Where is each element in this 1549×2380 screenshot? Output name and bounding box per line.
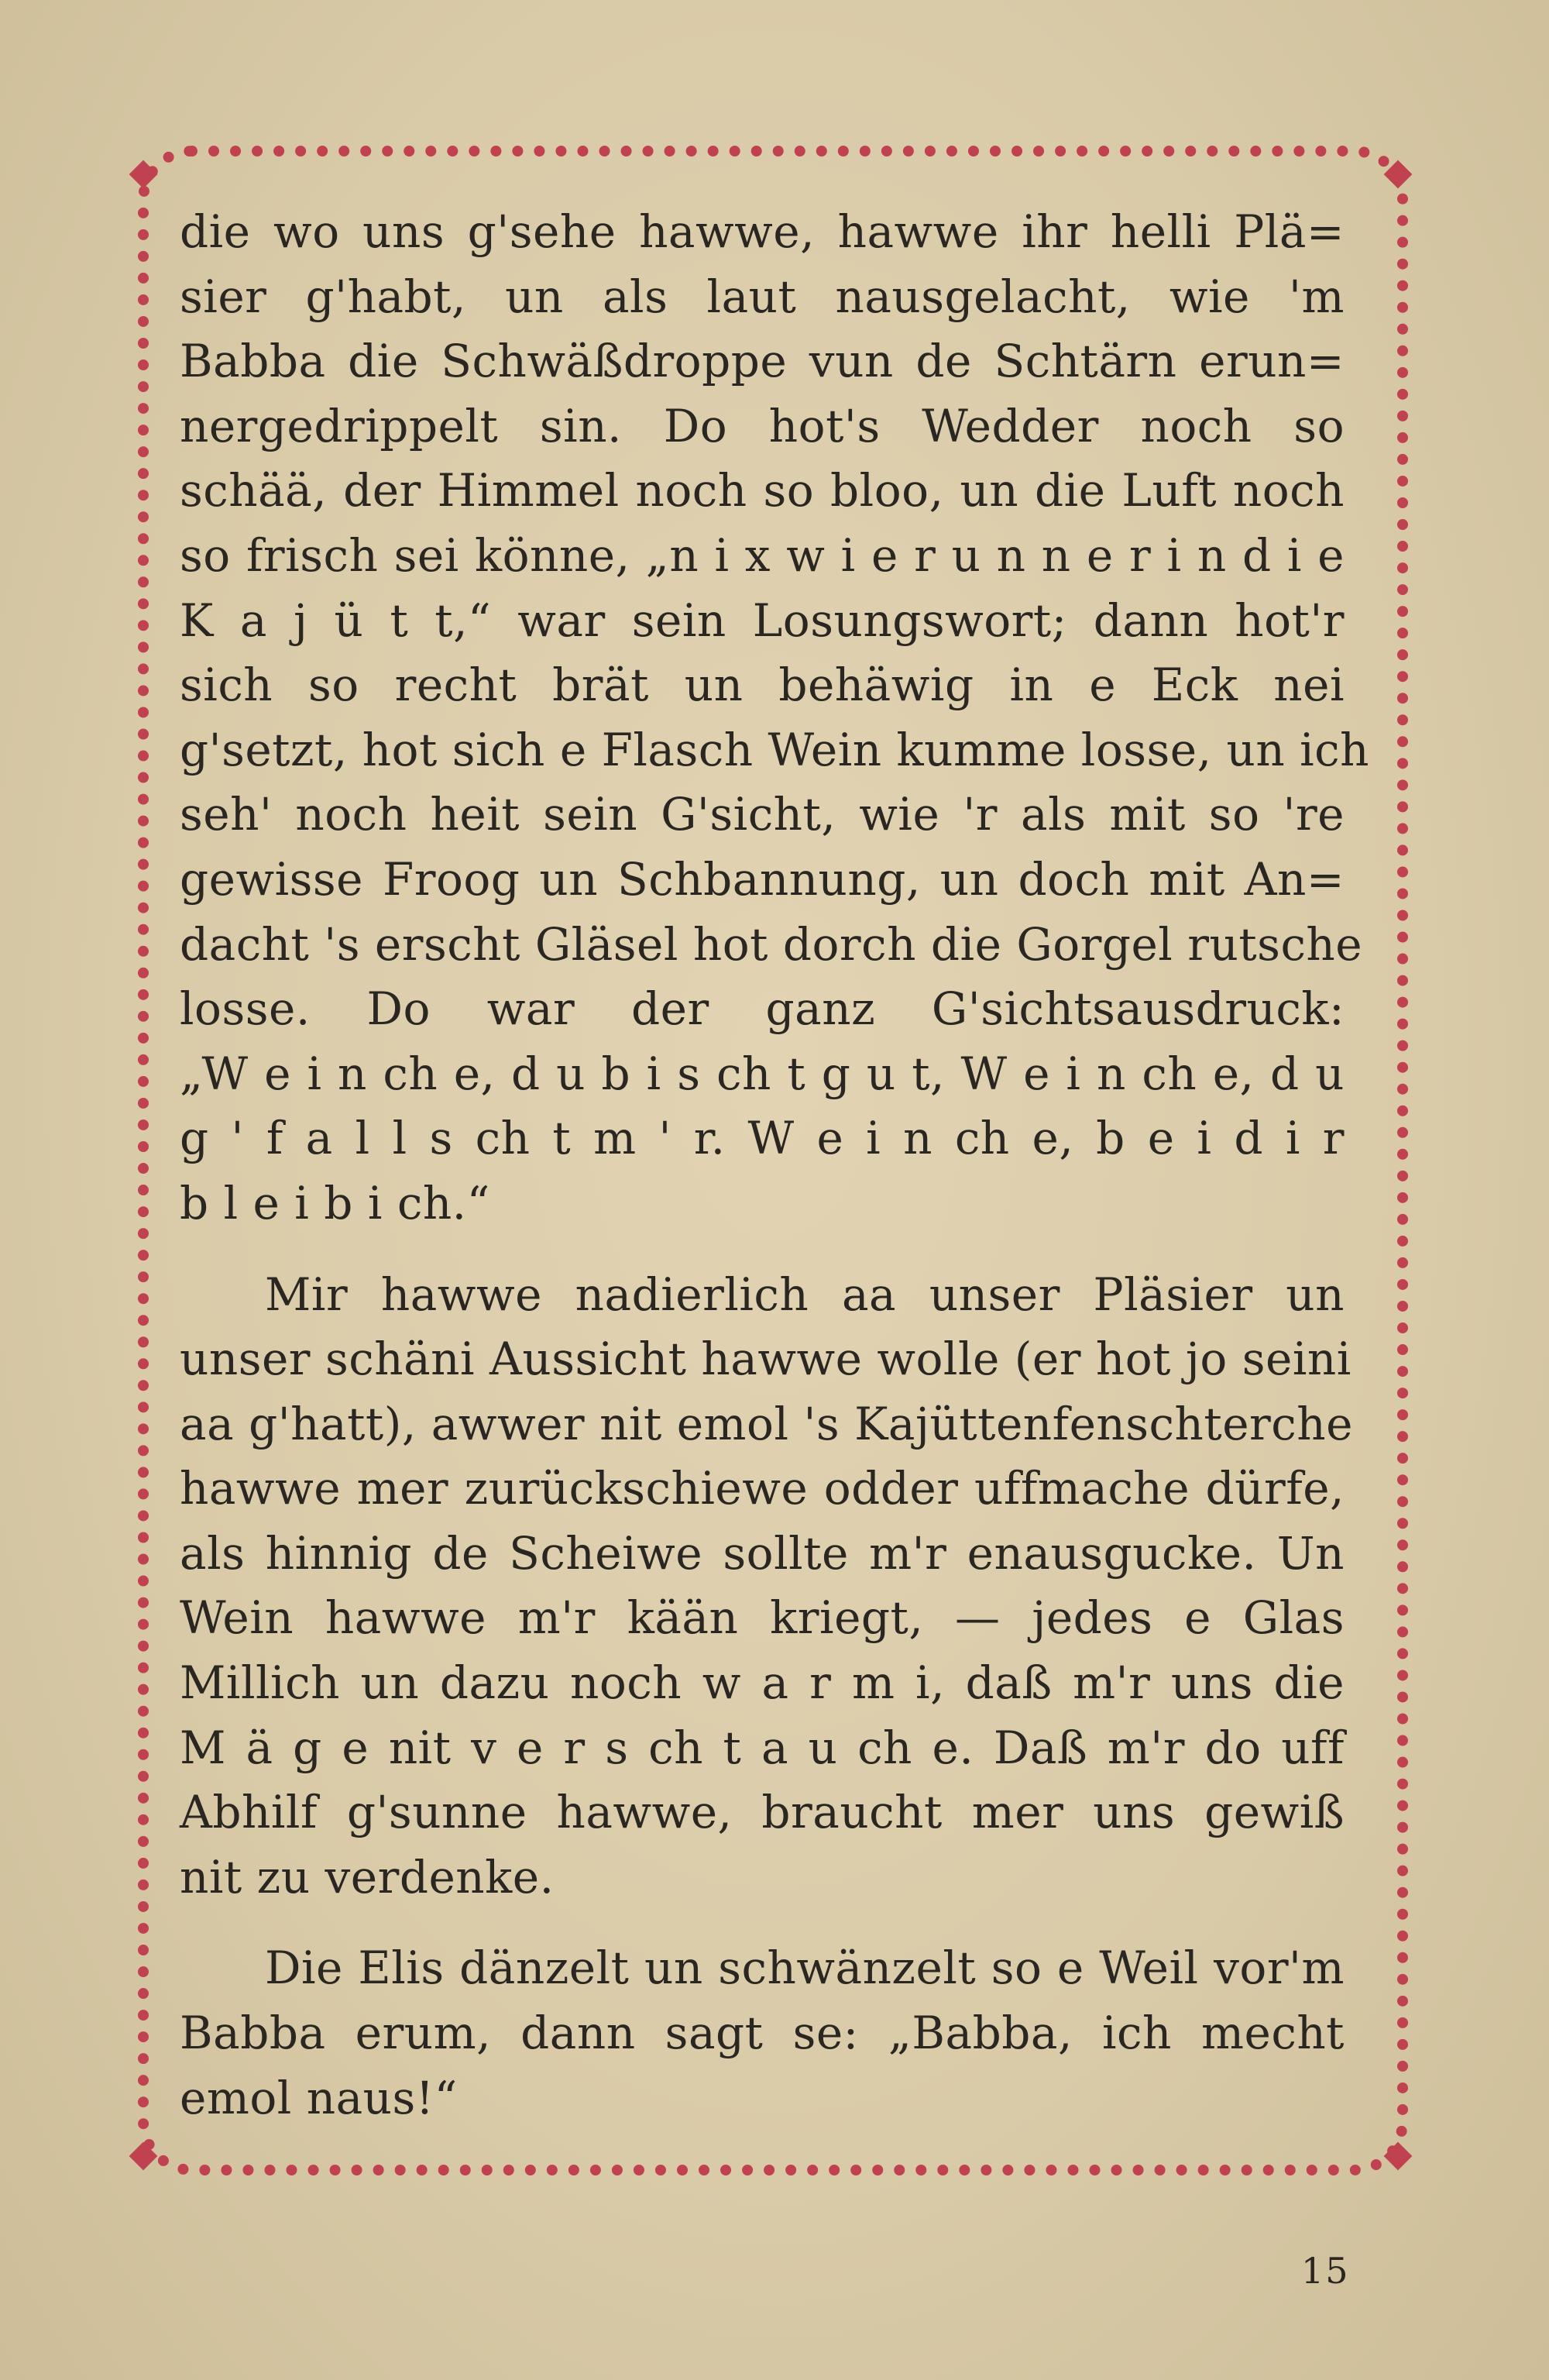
- text-line: Abhilf g'sunne hawwe, braucht mer uns gewiß: [180, 1786, 1345, 1839]
- text-line: nergedrippelt sin. Do hot's Wedder noch so: [180, 399, 1345, 452]
- text-line: aa g'hatt), awwer nit emol 's Kajüttenfenschterche: [180, 1397, 1353, 1450]
- text-line: so frisch sei könne, „n i x w i e r u n n e r i n d i e: [180, 528, 1345, 582]
- page-number: 15: [1301, 2250, 1350, 2292]
- text-line: unser schäni Aussicht hawwe wolle (er hot jo seini: [180, 1333, 1352, 1386]
- text-line: Babba die Schwäßdroppe vun de Schtärn erun=: [180, 335, 1345, 388]
- text-line: seh' noch heit sein G'sicht, wie 'r als mit so 're: [180, 788, 1345, 841]
- text-line: sier g'habt, un als laut nausgelacht, wie 'm: [180, 270, 1345, 323]
- text-line: Babba erum, dann sagt se: „Babba, ich mecht: [180, 2007, 1345, 2060]
- text-line: sich so recht brät un behäwig in e Eck nei: [180, 659, 1345, 712]
- text-line: Mir hawwe nadierlich aa unser Pläsier un: [265, 1267, 1345, 1321]
- paragraph-1: [180, 200, 1370, 1236]
- text-line: Millich un dazu noch w a r m i, daß m'r uns die: [180, 1656, 1345, 1710]
- paragraph-2: [180, 1263, 1353, 1911]
- text-line: b l e i b i ch.“: [180, 1176, 490, 1230]
- text-line: g ' f a l l s ch t m ' r. W e i n ch e, b e i d i r: [180, 1112, 1345, 1165]
- text-line: dacht 's erscht Gläsel hot dorch die Gorgel rutsche: [180, 917, 1363, 971]
- text-line: gewisse Froog un Schbannung, un doch mit An=: [180, 852, 1345, 906]
- text-line: Die Elis dänzelt un schwänzelt so e Weil vor'm: [265, 1941, 1345, 1995]
- text-line: Wein hawwe m'r kään kriegt, — jedes e Glas: [180, 1591, 1345, 1645]
- text-line: emol naus!“: [180, 2071, 458, 2124]
- text-line: losse. Do war der ganz G'sichtsausdruck:: [180, 982, 1345, 1036]
- text-line: hawwe mer zurückschiewe odder uffmache dürfe,: [180, 1462, 1345, 1515]
- text-line: schää, der Himmel noch so bloo, un die Luft noch: [180, 464, 1345, 518]
- text-line: die wo uns g'sehe hawwe, hawwe ihr helli Plä=: [180, 205, 1345, 258]
- text-line: „W e i n ch e, d u b i s ch t g u t, W e i n ch e, d u: [180, 1047, 1345, 1100]
- text-line: als hinnig de Scheiwe sollte m'r enausgucke. Un: [180, 1526, 1345, 1580]
- text-line: M ä g e nit v e r s ch t a u ch e. Daß m'r do uff: [180, 1721, 1345, 1774]
- body-text: [180, 200, 1370, 2131]
- text-line: nit zu verdenke.: [180, 1850, 555, 1904]
- paragraph-3: [180, 1936, 1345, 2131]
- text-line: K a j ü t t,“ war sein Losungswort; dann hot'r: [180, 593, 1345, 647]
- text-line: g'setzt, hot sich e Flasch Wein kumme losse, un ich: [180, 723, 1370, 776]
